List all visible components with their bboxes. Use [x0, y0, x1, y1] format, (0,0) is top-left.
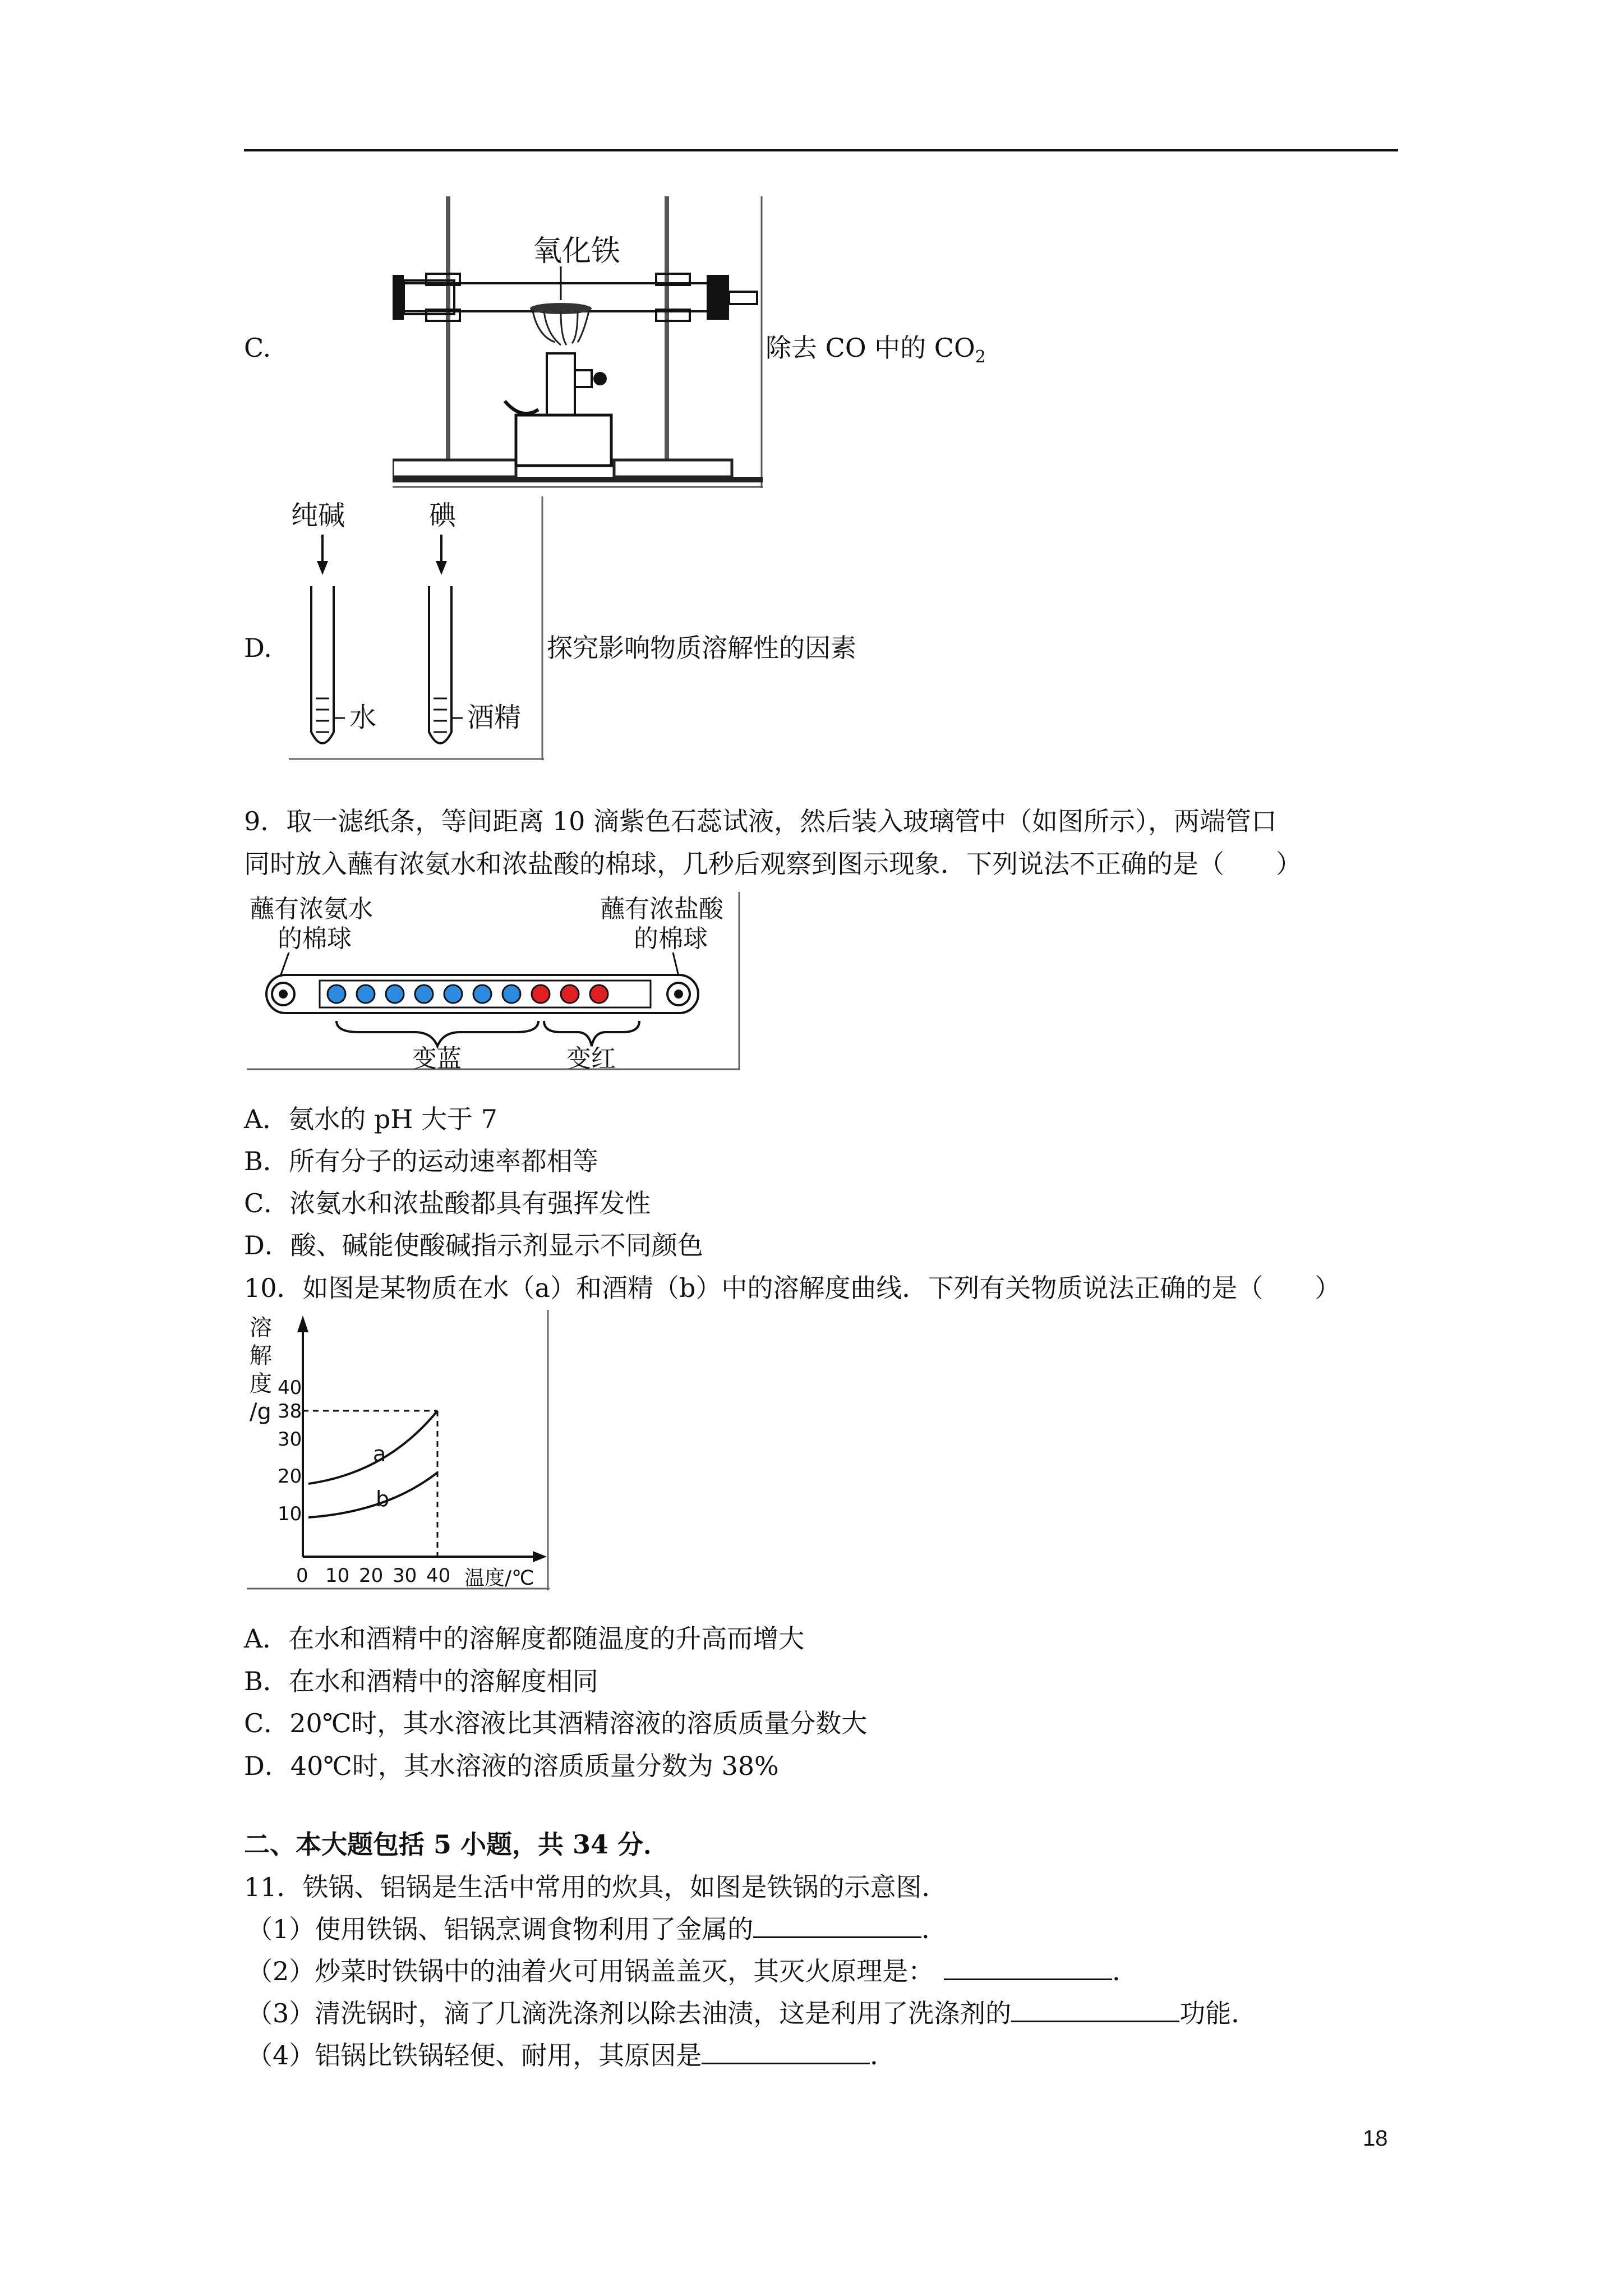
q10-stem: 10．如图是某物质在水（a）和酒精（b）中的溶解度曲线．下列有关物质说法正确的是（ ）	[244, 1273, 1341, 1303]
q10-xtick-10: 10	[325, 1565, 350, 1587]
q9-blue-label: 变蓝	[412, 1045, 462, 1070]
q11-part3: （3）清洗锅时，滴了几滴洗涤剂以除去油渍，这是利用了洗涤剂的 功能．	[247, 1998, 1257, 2028]
q9-option-b: B．所有分子的运动速率都相等	[244, 1146, 598, 1176]
q10-ytick-10: 10	[278, 1503, 302, 1525]
q9-blue-drop	[386, 985, 404, 1003]
q9-blue-drop	[473, 985, 491, 1003]
q10-xtick-40: 40	[426, 1565, 451, 1587]
section2-title: 二、本大题包括 5 小题，共 34 分．	[244, 1829, 670, 1860]
q8-option-d-text: 探究影响物质溶解性的因素	[547, 633, 856, 663]
q10-xlabel: 温度/℃	[464, 1567, 534, 1590]
header-rule	[244, 149, 1398, 151]
q9-option-a: A．氨水的 pH 大于 7	[244, 1104, 497, 1134]
q8-c-figure-label: 氧化铁	[533, 234, 621, 268]
q9-red-drop	[590, 985, 608, 1003]
q11-part1: （1）使用铁锅、铝锅烹调食物利用了金属的 ．	[247, 1914, 948, 1944]
q8-d-left-top: 纯碱	[291, 500, 345, 531]
q11-part2: （2）炒菜时铁锅中的油着火可用锅盖盖灭，其灭火原理是： ．	[247, 1956, 1138, 1986]
q8-option-d-label: D.	[244, 633, 272, 663]
q9-blue-drop	[502, 985, 520, 1003]
q8-c-figure-apparatus	[393, 196, 763, 488]
q10-option-c: C．20℃时，其水溶液比其酒精溶液的溶质质量分数大	[244, 1708, 868, 1738]
q10-curve-a-label: a	[373, 1442, 386, 1466]
q9-blue-drop	[328, 985, 345, 1003]
q9-right-label-2: 的棉球	[634, 924, 708, 953]
q9-right-label-1: 蘸有浓盐酸	[600, 895, 723, 923]
q10-ylabel-4: /g	[250, 1399, 271, 1425]
q10-xtick-20: 20	[359, 1565, 384, 1587]
q11-blank-2[interactable]	[944, 1956, 1112, 1980]
q8-d-right-liquid: 酒精	[467, 702, 522, 733]
q11-stem: 11．铁锅、铝锅是生活中常用的炊具，如图是铁锅的示意图．	[244, 1872, 948, 1902]
q9-left-label-1: 蘸有浓氨水	[250, 895, 373, 923]
q9-option-d: D．酸、碱能使酸碱指示剂显示不同颜色	[244, 1230, 703, 1260]
q10-ylabel-2: 解	[250, 1343, 272, 1369]
q8-d-left-liquid: 水	[349, 702, 377, 733]
q10-figure-solubility-curve	[247, 1310, 550, 1590]
q9-red-drop	[561, 985, 579, 1003]
q9-option-c: C．浓氨水和浓盐酸都具有强挥发性	[244, 1188, 651, 1218]
q10-xtick-30: 30	[393, 1565, 417, 1587]
q9-stem-line2: 同时放入蘸有浓氨水和浓盐酸的棉球，几秒后观察到图示现象．下列说法不正确的是（ ）	[244, 849, 1302, 879]
q11-blank-1[interactable]	[753, 1914, 921, 1938]
q10-option-b: B．在水和酒精中的溶解度相同	[244, 1666, 598, 1696]
q11-blank-3[interactable]	[1011, 1998, 1179, 2022]
q9-stem-line1: 9．取一滤纸条，等间距离 10 滴紫色石蕊试液，然后装入玻璃管中（如图所示），两端管口	[244, 806, 1278, 836]
q8-option-c-label: C.	[244, 333, 271, 363]
q9-blue-drop	[444, 985, 462, 1003]
q9-left-label-2: 的棉球	[278, 924, 352, 953]
q10-xtick-0: 0	[296, 1565, 308, 1587]
q10-ytick-30: 30	[278, 1428, 302, 1451]
q9-blue-drop	[415, 985, 433, 1003]
q10-ylabel-3: 度	[250, 1371, 272, 1397]
q8-option-c-text: 除去 CO 中的 $CO_2$	[766, 333, 986, 367]
q8-d-right-top: 碘	[429, 500, 457, 531]
page-number: 18	[1363, 2126, 1388, 2151]
q10-option-d: D．40℃时，其水溶液的溶质质量分数为 38%	[244, 1751, 779, 1781]
q10-ylabel-1: 溶	[250, 1315, 272, 1341]
q10-option-a: A．在水和酒精中的溶解度都随温度的升高而增大	[244, 1623, 805, 1654]
q10-ytick-38: 38	[278, 1400, 302, 1423]
q11-part4: （4）铝锅比铁锅轻便、耐用，其原因是 ．	[247, 2040, 896, 2070]
q11-blank-4[interactable]	[702, 2040, 870, 2064]
q9-blue-drop	[357, 985, 375, 1003]
q10-ytick-40: 40	[278, 1377, 302, 1399]
q10-curve-b-label: b	[376, 1487, 390, 1511]
q9-red-label: 变红	[566, 1045, 616, 1070]
q8-d-figure-test-tubes	[289, 496, 544, 760]
q9-red-drop	[532, 985, 550, 1003]
q10-ytick-20: 20	[278, 1465, 302, 1488]
q9-figure-filter-strip	[247, 892, 740, 1070]
